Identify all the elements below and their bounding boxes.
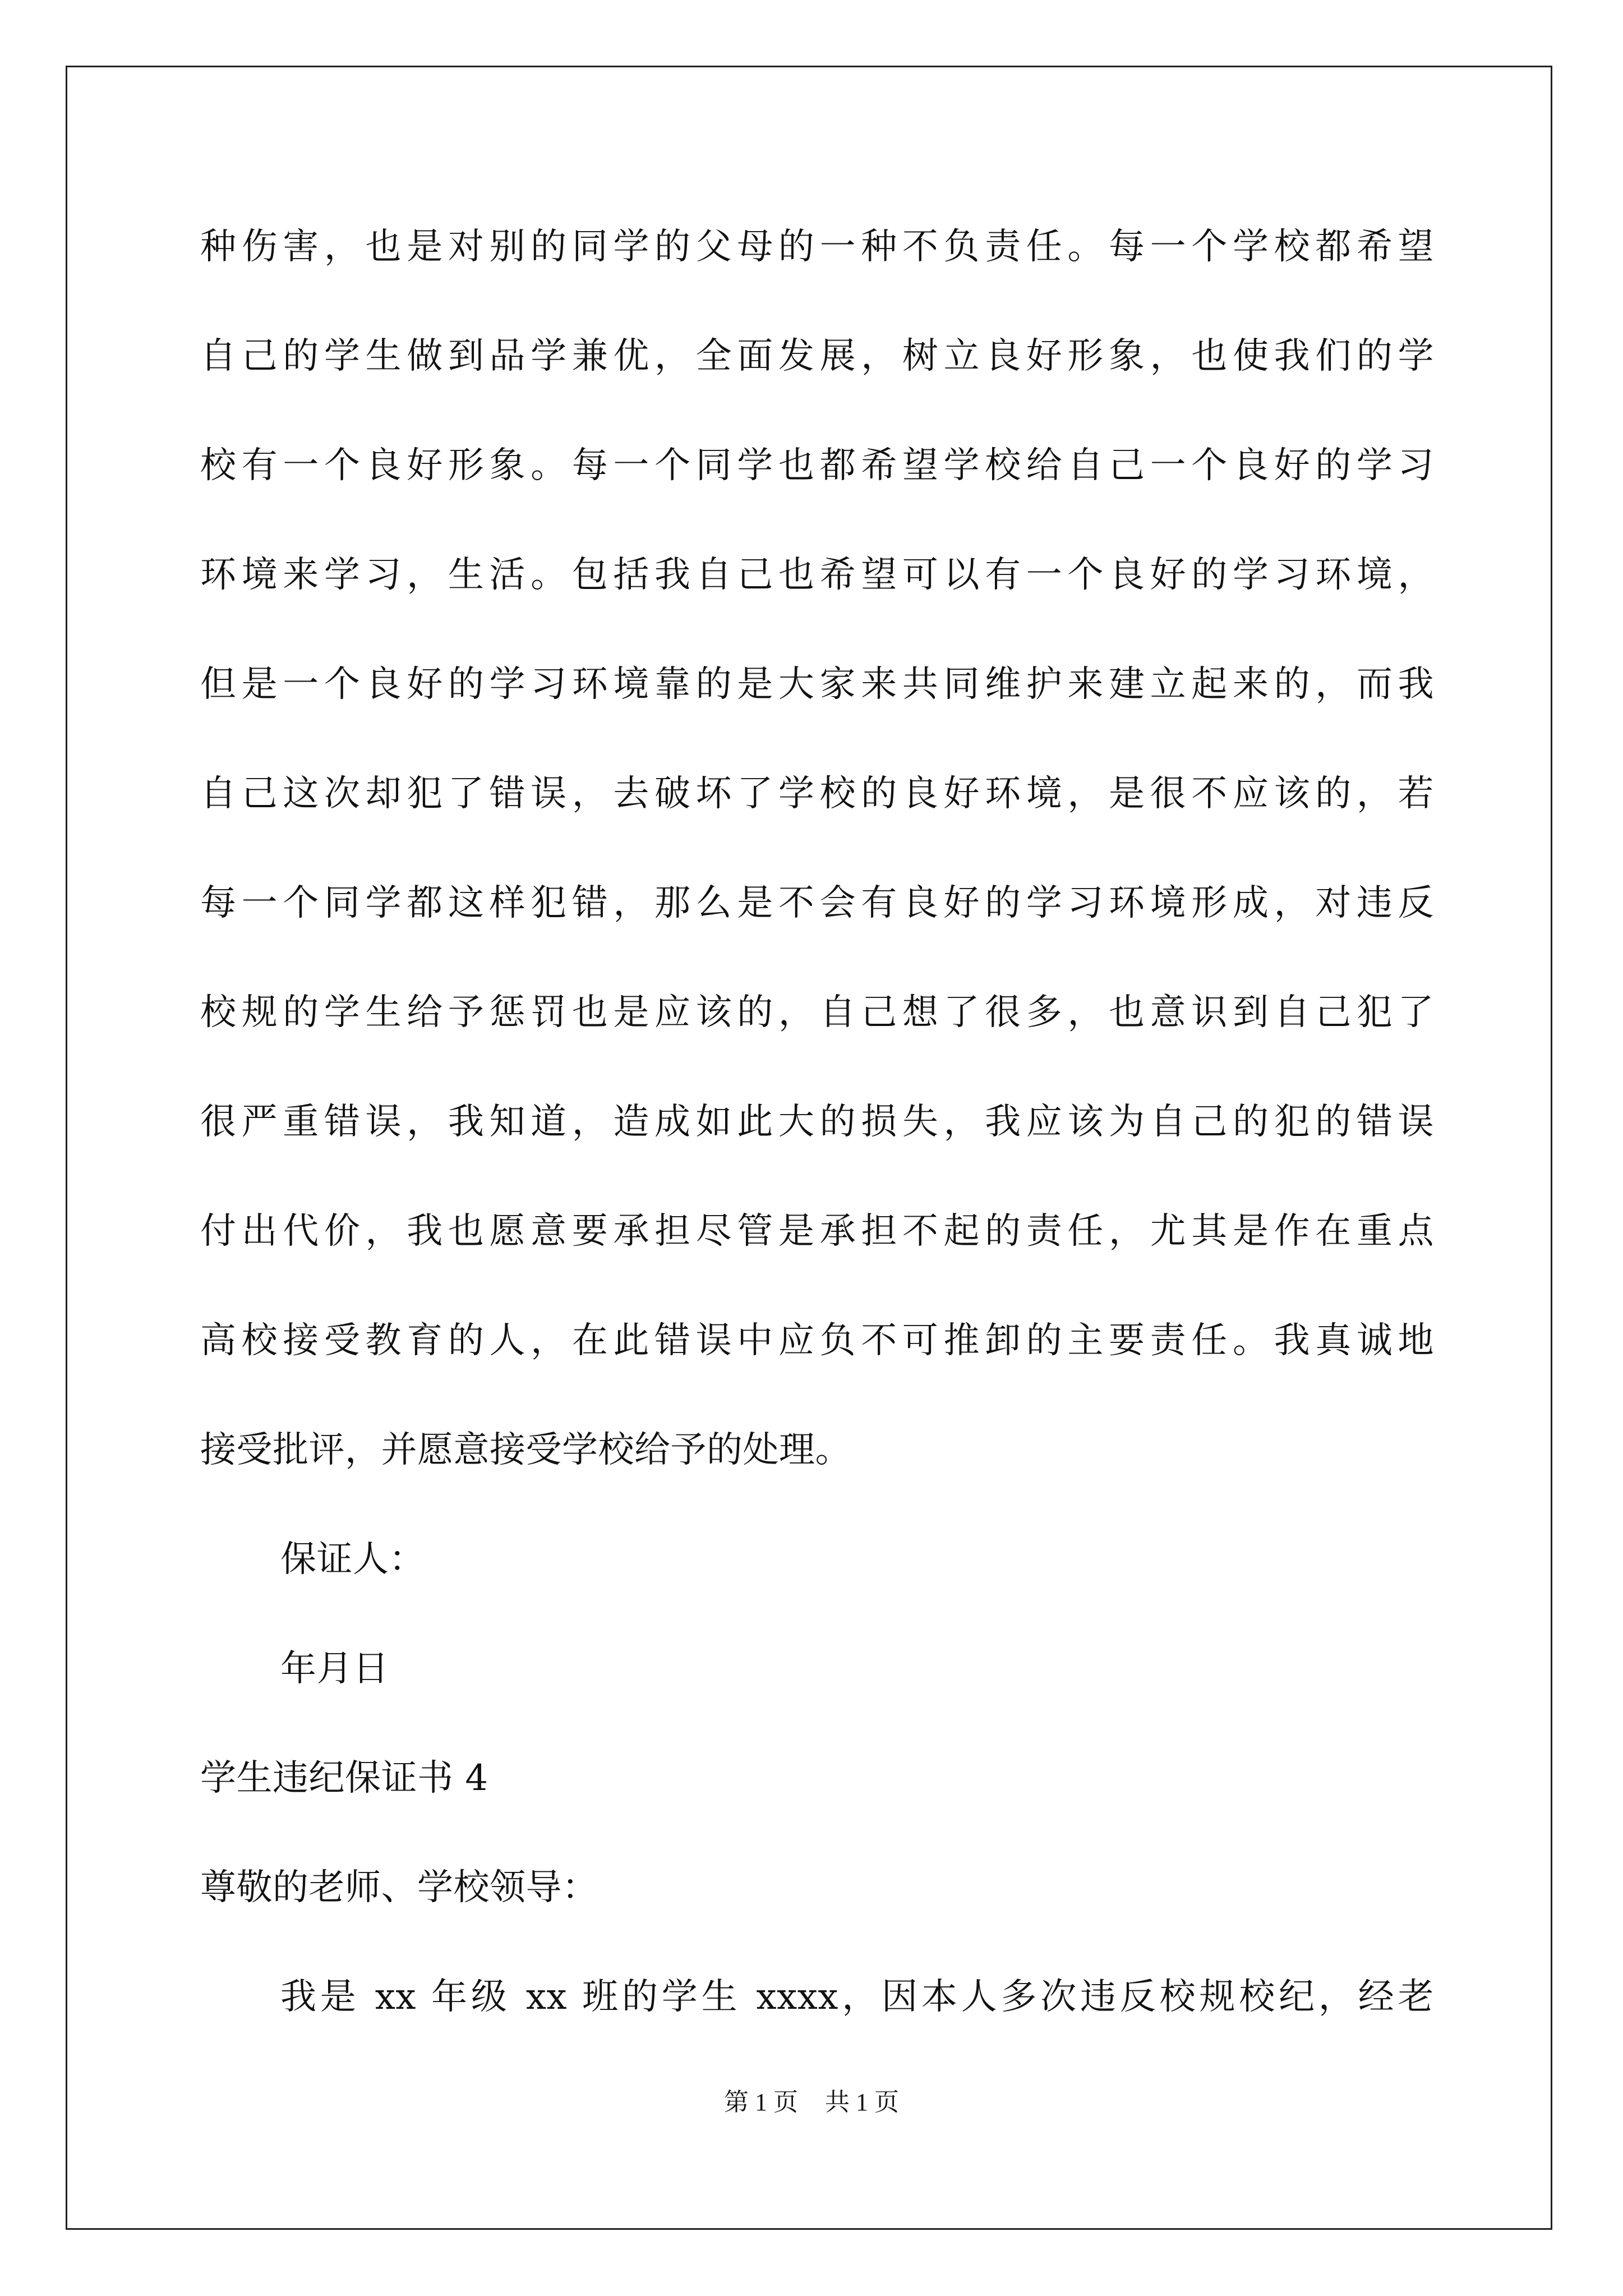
paragraph-line-7: 每一个同学都这样犯错，那么是不会有良好的学习环境形成，对违反 bbox=[200, 882, 1434, 924]
paragraph-line-5: 但是一个良好的学习环境靠的是大家来共同维护来建立起来的，而我 bbox=[200, 664, 1434, 705]
paragraph-line-8: 校规的学生给予惩罚也是应该的，自己想了很多，也意识到自己犯了 bbox=[200, 992, 1434, 1033]
paragraph-line-3: 校有一个良好形象。每一个同学也都希望学校给自己一个良好的学习 bbox=[200, 445, 1434, 486]
paragraph-line-6: 自己这次却犯了错误，去破坏了学校的良好环境，是很不应该的，若 bbox=[200, 773, 1434, 815]
paragraph-line-4: 环境来学习，生活。包括我自己也希望可以有一个良好的学习环境， bbox=[200, 554, 1434, 596]
body-start-line: 我是 xx 年级 xx 班的学生 xxxx，因本人多次违反校规校纪，经老 bbox=[280, 1976, 1434, 2018]
paragraph-line-11: 高校接受教育的人，在此错误中应负不可推卸的主要责任。我真诚地 bbox=[200, 1320, 1434, 1361]
page-total: 共 1 页 bbox=[825, 2088, 899, 2116]
date-line: 年月日 bbox=[280, 1648, 389, 1690]
page-footer bbox=[0, 2086, 1623, 2119]
paragraph-line-9: 很严重错误，我知道，造成如此大的损失，我应该为自己的犯的错误 bbox=[200, 1101, 1434, 1143]
section-heading: 学生违纪保证书 4 bbox=[200, 1757, 488, 1799]
paragraph-line-1: 种伤害，也是对别的同学的父母的一种不负责任。每一个学校都希望 bbox=[200, 226, 1434, 268]
paragraph-line-12: 接受批评，并愿意接受学校给予的处理。 bbox=[200, 1429, 851, 1471]
paragraph-line-10: 付出代价，我也愿意要承担尽管是承担不起的责任，尤其是作在重点 bbox=[200, 1211, 1434, 1252]
salutation: 尊敬的老师、学校领导： bbox=[200, 1867, 598, 1908]
page-number: 第 1 页 bbox=[724, 2088, 798, 2116]
guarantor-label: 保证人： bbox=[280, 1539, 425, 1580]
paragraph-line-2: 自己的学生做到品学兼优，全面发展，树立良好形象，也使我们的学 bbox=[200, 335, 1434, 377]
